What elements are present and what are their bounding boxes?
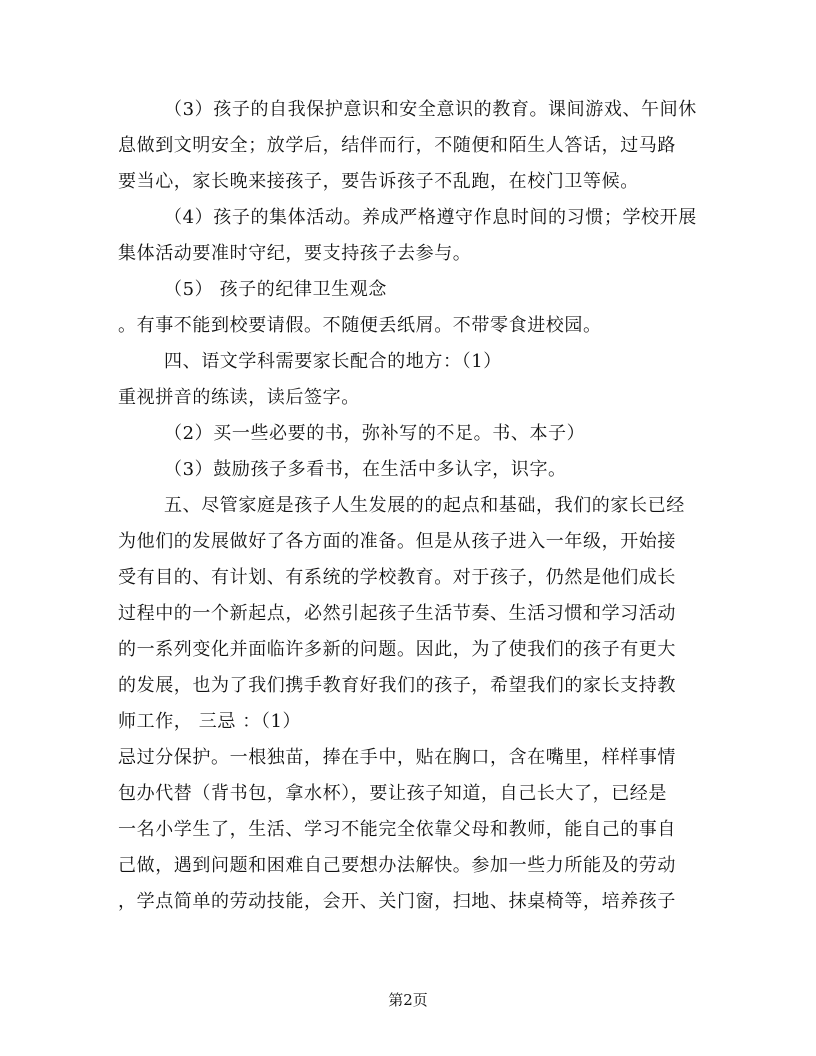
text-line: 一名小学生了，生活、学习不能完全依靠父母和教师，能自己的事自: [118, 819, 676, 840]
text-line: 要当心，家长晚来接孩子，要告诉孩子不乱跑，在校门卫等候。: [118, 171, 639, 192]
section-heading: 五、尽管家庭是孩子人生发展的的起点和基础，我们的家长已经: [164, 495, 685, 516]
text-line: 的发展，也为了我们携手教育好我们的孩子，希望我们的家长支持教: [118, 675, 676, 696]
text-line: （3）孩子的自我保护意识和安全意识的教育。课间游戏、午间休: [164, 99, 697, 120]
text-line: 。有事不能到校要请假。不随便丢纸屑。不带零食进校园。: [118, 315, 602, 336]
text-line: ，学点简单的劳动技能，会开、关门窗，扫地、抹桌椅等，培养孩子: [118, 891, 676, 912]
text-line: （4）孩子的集体活动。养成严格遵守作息时间的习惯；学校开展: [164, 207, 697, 228]
text-line: 过程中的一个新起点，必然引起孩子生活节奏、生活习惯和学习活动: [118, 603, 676, 624]
text-line: 的一系列变化并面临许多新的问题。因此，为了使我们的孩子有更大: [118, 639, 676, 660]
text-line: （2）买一些必要的书，弥补写的不足。书、本子）: [164, 423, 586, 444]
text-line: （3）鼓励孩子多看书，在生活中多认字，识字。: [164, 459, 567, 480]
page-number: 第2页: [388, 991, 428, 1009]
text-line: 己做，遇到问题和困难自己要想办法解快。参加一些力所能及的劳动: [118, 855, 676, 876]
section-heading: 四、语文学科需要家长配合的地方：（1）: [164, 351, 502, 372]
text-line: 集体活动要准时守纪，要支持孩子去参与。: [118, 243, 472, 264]
text-line: 受有目的、有计划、有系统的学校教育。对于孩子，仍然是他们成长: [118, 567, 676, 588]
text-line: 重视拼音的练读，读后签字。: [118, 387, 360, 408]
text-line: 息做到文明安全；放学后，结伴而行，不随便和陌生人答话，过马路: [118, 135, 676, 156]
text-line: （5） 孩子的纪律卫生观念: [164, 279, 387, 300]
text-line: 为他们的发展做好了各方面的准备。但是从孩子进入一年级，开始接: [118, 531, 676, 552]
text-line: 师工作， 三忌 ：（1）: [118, 711, 302, 732]
text-line: 包办代替（背书包，拿水杯），要让孩子知道，自己长大了，已经是: [118, 783, 667, 804]
text-line: 忌过分保护。一根独苗，捧在手中，贴在胸口，含在嘴里，样样事情: [118, 747, 676, 768]
